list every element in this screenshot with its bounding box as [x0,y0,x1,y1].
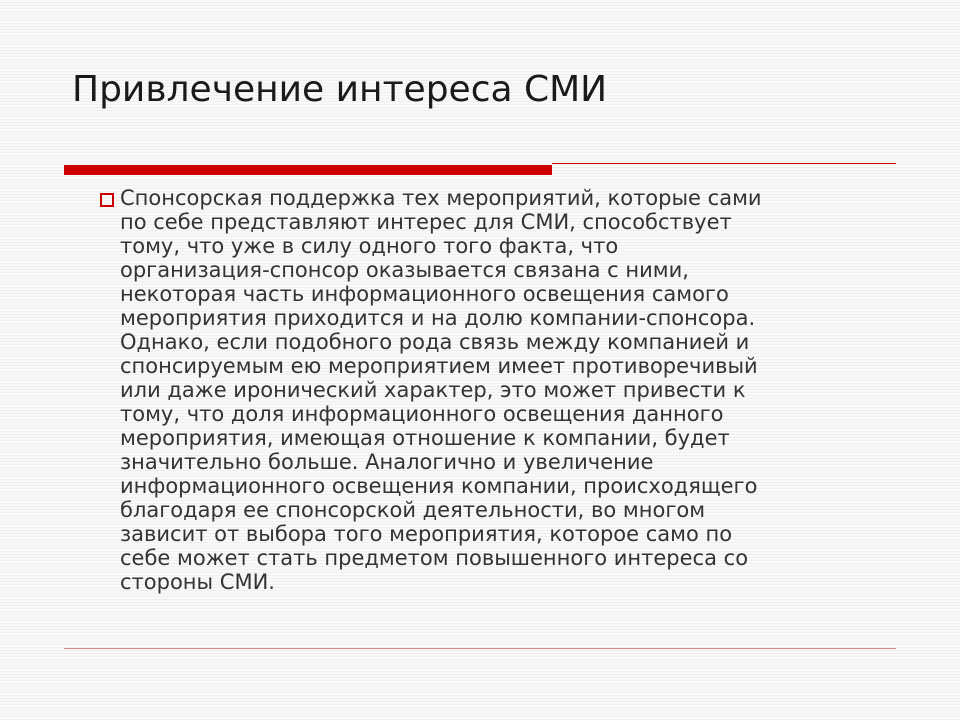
title-divider-thin [552,163,896,164]
footer-divider [64,648,896,649]
square-bullet-icon [100,193,114,207]
slide-title: Привлечение интереса СМИ [72,69,608,110]
title-divider-thick [64,165,552,175]
bullet-text: Спонсорская поддержка тех мероприятий, которые сами по себе представляют интерес для СМИ, способствует тому, что уже в силу одного того факта, что организация-спонсор оказывается связана с ними, некоторая часть информационного освещения самого мероприятия приходится и на долю компании-спонсора. Однако, если подобного рода связь между компанией и спонсируемым ею мероприятием имеет противоречивый или даже иронический характер, это может привести к тому, что доля информационного освещения данного мероприятия, имеющая отношение к компании, будет значительно больше. Аналогично и увеличение информационного освещения компании, происходящего благодаря ее спонсорской деятельности, во многом зависит от выбора того мероприятия, которое само по себе может стать предметом повышенного интереса со стороны СМИ. [120,186,762,594]
